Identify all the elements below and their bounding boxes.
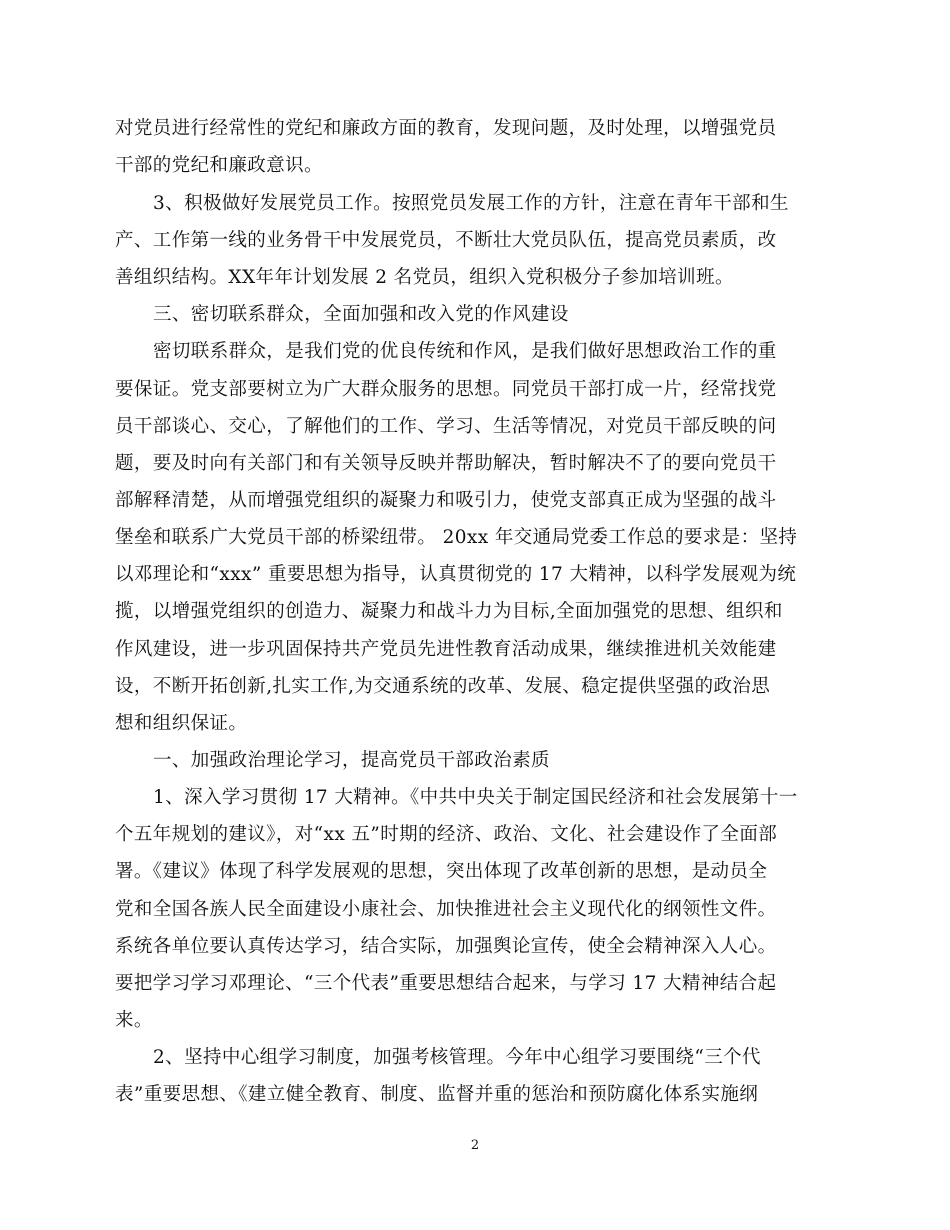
text-line: 揽，以增强党组织的创造力、凝聚力和战斗力为目标,全面加强党的思想、组织和 bbox=[115, 601, 783, 622]
text-line: 来。 bbox=[115, 1010, 153, 1031]
text-line: 要保证。党支部要树立为广大群众服务的思想。同党员干部打成一片，经常找党 bbox=[115, 379, 777, 400]
text-line: 产、工作第一线的业务骨干中发展党员，不断壮大党员队伍，提高党员素质，改 bbox=[115, 230, 777, 251]
text-line: 3、积极做好发展党员工作。按照党员发展工作的方针，注意在青年干部和生 bbox=[153, 193, 789, 214]
text-line: 密切联系群众，是我们党的优良传统和作风，是我们做好思想政治工作的重 bbox=[153, 341, 777, 362]
text-line: 善组织结构。XX年年计划发展 2 名党员，组织入党积极分子参加培训班。 bbox=[115, 267, 734, 288]
text-line: 系统各单位要认真传达学习，结合实际，加强舆论宣传，使全会精神深入人心。 bbox=[115, 936, 777, 957]
section-heading: 一、加强政治理论学习，提高党员干部政治素质 bbox=[153, 750, 550, 771]
text-line: 作风建设，进一步巩固保持共产党员先进性教育活动成果，继续推进机关效能建 bbox=[115, 639, 777, 660]
text-line: 2、坚持中心组学习制度，加强考核管理。今年中心组学习要围绕“三个代 bbox=[153, 1047, 761, 1068]
text-line: 题，要及时向有关部门和有关领导反映并帮助解决，暂时解决不了的要向党员干 bbox=[115, 453, 777, 474]
section-heading: 三、密切联系群众，全面加强和改入党的作风建设 bbox=[153, 304, 569, 325]
text-line: 党和全国各族人民全面建设小康社会、加快推进社会主义现代化的纲领性文件。 bbox=[115, 899, 777, 920]
text-line: 堡垒和联系广大党员干部的桥梁纽带。 20xx 年交通局党委工作总的要求是：坚持 bbox=[115, 527, 798, 548]
text-line: 部解释清楚，从而增强党组织的凝聚力和吸引力，使党支部真正成为坚强的战斗 bbox=[115, 490, 777, 511]
text-line: 表”重要思想、《建立健全教育、制度、监督并重的惩治和预防腐化体系实施纲 bbox=[115, 1084, 759, 1105]
text-line: 以邓理论和“xxx” 重要思想为指导，认真贯彻党的 17 大精神，以科学发展观为统 bbox=[115, 564, 797, 585]
text-line: 对党员进行经常性的党纪和廉政方面的教育，发现问题，及时处理，以增强党员 bbox=[115, 118, 777, 139]
text-line: 设，不断开拓创新,扎实工作,为交通系统的改革、发展、稳定提供坚强的政治思 bbox=[115, 676, 771, 697]
text-line: 干部的党纪和廉政意识。 bbox=[115, 155, 323, 176]
page-number: 2 bbox=[470, 1138, 480, 1153]
text-line: 个五年规划的建议》，对“xx 五”时期的经济、政治、文化、社会建设作了全面部 bbox=[115, 824, 778, 845]
text-line: 署。《建议》体现了科学发展观的思想，突出体现了改革创新的思想，是动员全 bbox=[115, 861, 768, 882]
text-line: 员干部谈心、交心，了解他们的工作、学习、生活等情况，对党员干部反映的问 bbox=[115, 416, 777, 437]
text-line: 要把学习学习邓理论、“三个代表”重要思想结合起来，与学习 17 大精神结合起 bbox=[115, 973, 777, 994]
text-line: 想和组织保证。 bbox=[115, 713, 248, 734]
text-line: 1、深入学习贯彻 17 大精神。《中共中央关于制定国民经济和社会发展第十一 bbox=[153, 787, 798, 808]
